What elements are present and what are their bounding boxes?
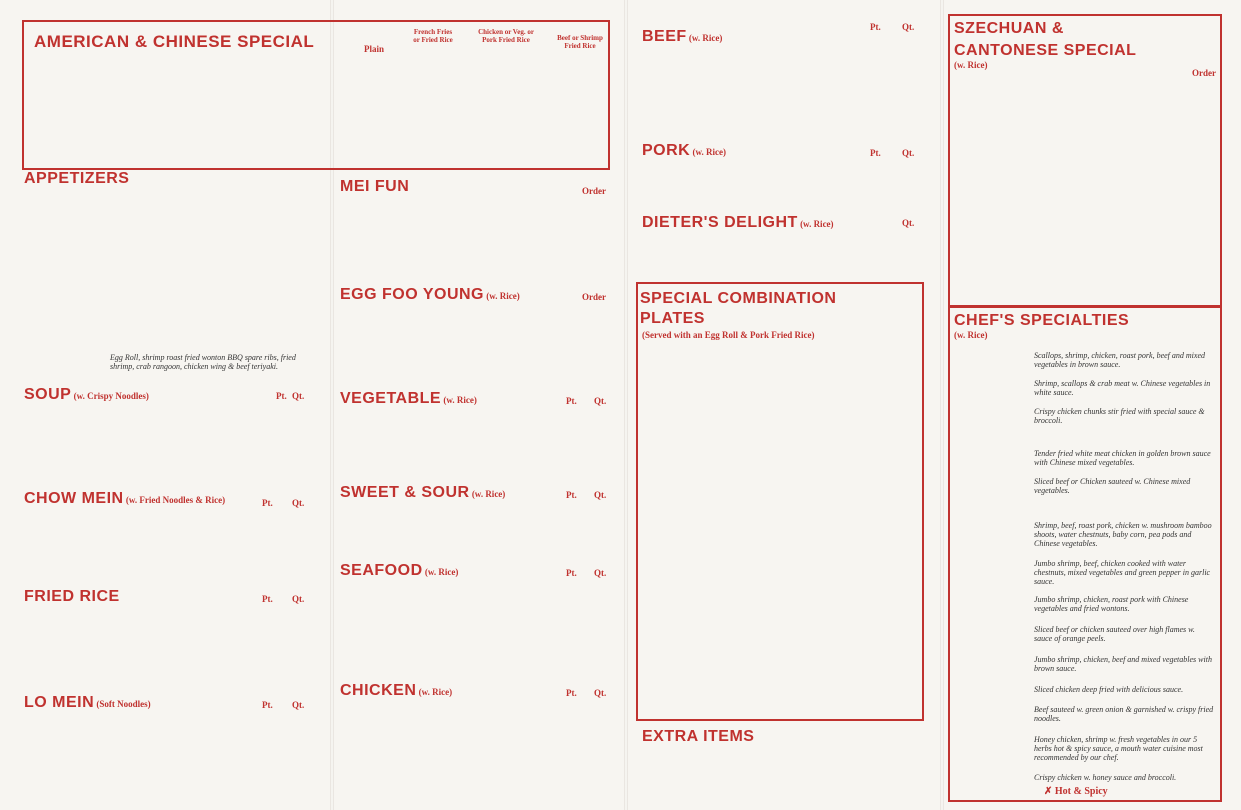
col-qt: Qt. xyxy=(292,594,305,604)
col-fries: French Fries or Fried Rice xyxy=(413,28,453,44)
col-order: Order xyxy=(1192,68,1216,78)
american-special-title-text: AMERICAN & CHINESE SPECIAL xyxy=(34,32,315,51)
col-qt: Qt. xyxy=(902,148,915,158)
vegetable-title xyxy=(340,390,477,408)
combination-box xyxy=(636,282,924,721)
chefs-specialties-title xyxy=(954,312,1129,330)
chef-item-description: Jumbo shrimp, beef, chicken cooked with water chestnuts, mixed vegetables and green pepper in garlic sauce. xyxy=(1034,559,1211,586)
american-special-title xyxy=(34,32,314,52)
szechuan-subtitle: (w. Rice) xyxy=(954,60,988,70)
beef-subtitle: (w. Rice) xyxy=(686,33,723,43)
soup-subtitle: (w. Crispy Noodles) xyxy=(71,391,149,401)
col-pt: Pt. xyxy=(566,568,577,578)
seafood-title xyxy=(340,562,458,580)
fold-line xyxy=(940,0,944,810)
chef-item-description: Shrimp, beef, roast pork, chicken w. mushroom bamboo shoots, water chestnuts, baby corn, pea pods and Chinese vegetables. xyxy=(1034,521,1212,548)
col-pt: Pt. xyxy=(870,148,881,158)
extra-items-title-text: EXTRA ITEMS xyxy=(642,728,755,745)
beef-title-text: BEEF xyxy=(642,28,687,45)
hot-spicy-legend: ✗ Hot & Spicy xyxy=(1044,786,1108,797)
fold-line xyxy=(624,0,628,810)
pork-title xyxy=(642,142,726,160)
col-qt: Qt. xyxy=(292,391,305,401)
combination-title-1-title xyxy=(640,290,836,308)
dieters-delight-title-text: DIETER'S DELIGHT xyxy=(642,214,798,231)
chef-item-description: Jumbo shrimp, chicken, beef and mixed vegetables with brown sauce. xyxy=(1034,655,1212,673)
vegetable-subtitle: (w. Rice) xyxy=(441,395,477,405)
chef-item-description: Sliced chicken deep fried with delicious sauce. xyxy=(1034,685,1184,694)
chef-item-description: Sliced beef or chicken sauteed over high flames w. sauce of orange peels. xyxy=(1034,625,1195,643)
col-pt: Pt. xyxy=(566,396,577,406)
col-pt: Pt. xyxy=(566,490,577,500)
seafood-subtitle: (w. Rice) xyxy=(422,567,459,577)
szechuan-title-2-title xyxy=(954,42,1136,60)
col-qt: Qt. xyxy=(594,396,607,406)
egg-foo-young-title xyxy=(340,286,520,304)
egg-foo-young-title-text: EGG FOO YOUNG xyxy=(340,286,484,303)
col-qt: Qt. xyxy=(594,490,607,500)
chow-mein-subtitle: (w. Fried Noodles & Rice) xyxy=(123,495,226,505)
col-veg-rice: Chicken or Veg. or Pork Fried Rice xyxy=(478,28,534,44)
dieters-delight-subtitle: (w. Rice) xyxy=(797,219,834,229)
lo-mein-subtitle: (Soft Noodles) xyxy=(94,699,151,709)
appetizers-title xyxy=(24,170,129,188)
sweet-sour-title-text: SWEET & SOUR xyxy=(340,484,470,501)
col-qt: Qt. xyxy=(902,22,915,32)
col-qt: Qt. xyxy=(292,498,305,508)
seafood-title-text: SEAFOOD xyxy=(340,562,423,579)
chicken-subtitle: (w. Rice) xyxy=(416,687,453,697)
chef-item-description: Jumbo shrimp, chicken, roast pork with Chinese vegetables and fried wontons. xyxy=(1034,595,1189,613)
soup-title-text: SOUP xyxy=(24,386,72,403)
chef-item-description: Crispy chicken w. honey sauce and broccoli. xyxy=(1034,773,1177,782)
beef-title xyxy=(642,28,722,46)
col-pt: Pt. xyxy=(276,391,287,401)
appetizers-title-text: APPETIZERS xyxy=(24,170,130,187)
vegetable-title-text: VEGETABLE xyxy=(340,390,442,407)
col-pt: Pt. xyxy=(262,498,273,508)
chow-mein-title xyxy=(24,490,225,508)
chef-item-description: Shrimp, scallops & crab meat w. Chinese vegetables in white sauce. xyxy=(1034,379,1211,397)
col-qt: Qt. xyxy=(902,218,915,228)
mei-fun-title xyxy=(340,178,409,196)
lo-mein-title-text: LO MEIN xyxy=(24,694,95,711)
chefs-specialties-title-text: CHEF'S SPECIALTIES xyxy=(954,312,1130,329)
col-plain: Plain xyxy=(364,44,385,54)
chef-item-description: Honey chicken, shrimp w. fresh vegetables in our 5 herbs hot & spicy sauce, a mouth water cuisine most recommended by our chef. xyxy=(1034,735,1203,762)
szechuan-title-2-title-text: CANTONESE SPECIAL xyxy=(954,42,1137,59)
chef-item-description: Scallops, shrimp, chicken, roast pork, beef and mixed vegetables in brown sauce. xyxy=(1034,351,1206,369)
egg-foo-young-subtitle: (w. Rice) xyxy=(484,291,520,301)
chef-subtitle: (w. Rice) xyxy=(954,330,988,340)
sweet-sour-title xyxy=(340,484,505,502)
pork-subtitle: (w. Rice) xyxy=(690,147,726,157)
lo-mein-title xyxy=(24,694,151,712)
pork-title-text: PORK xyxy=(642,142,691,159)
extra-items-title xyxy=(642,728,754,746)
soup-title xyxy=(24,386,149,404)
chow-mein-title-text: CHOW MEIN xyxy=(24,490,124,507)
chef-item-description: Crispy chicken chunks stir fried with special sauce & broccoli. xyxy=(1034,407,1205,425)
col-pt: Pt. xyxy=(262,700,273,710)
combination-note: (Served with an Egg Roll & Pork Fried Rice) xyxy=(642,330,815,340)
platter-note: Egg Roll, shrimp roast fried wonton BBQ spare ribs, fried shrimp, crab rangoon, chicken wing & beef teriyaki. xyxy=(110,353,296,371)
col-order: Order xyxy=(582,186,606,196)
col-pt: Pt. xyxy=(566,688,577,698)
col-order: Order xyxy=(582,292,606,302)
chef-item-description: Tender fried white meat chicken in golden brown sauce with Chinese mixed vegetables. xyxy=(1034,449,1211,467)
col-qt: Qt. xyxy=(292,700,305,710)
fried-rice-title xyxy=(24,588,120,606)
szechuan-title-1-title xyxy=(954,20,1064,38)
col-qt: Qt. xyxy=(594,568,607,578)
col-pt: Pt. xyxy=(870,22,881,32)
combination-title-1-title-text: SPECIAL COMBINATION xyxy=(640,290,837,307)
chicken-title xyxy=(340,682,452,700)
szechuan-title-1-title-text: SZECHUAN & xyxy=(954,20,1064,37)
chicken-title-text: CHICKEN xyxy=(340,682,417,699)
sweet-sour-subtitle: (w. Rice) xyxy=(469,489,506,499)
chef-item-description: Beef sauteed w. green onion & garnished w. crispy fried noodles. xyxy=(1034,705,1214,723)
mei-fun-title-text: MEI FUN xyxy=(340,178,410,195)
dieters-delight-title xyxy=(642,214,834,232)
col-qt: Qt. xyxy=(594,688,607,698)
chef-item-description: Sliced beef or Chicken sauteed w. Chinese mixed vegetables. xyxy=(1034,477,1191,495)
col-beef-rice: Beef or Shrimp Fried Rice xyxy=(557,34,603,50)
col-pt: Pt. xyxy=(262,594,273,604)
combination-title-2-title-text: PLATES xyxy=(640,310,705,327)
fried-rice-title-text: FRIED RICE xyxy=(24,588,120,605)
combination-title-2-title xyxy=(640,310,705,328)
